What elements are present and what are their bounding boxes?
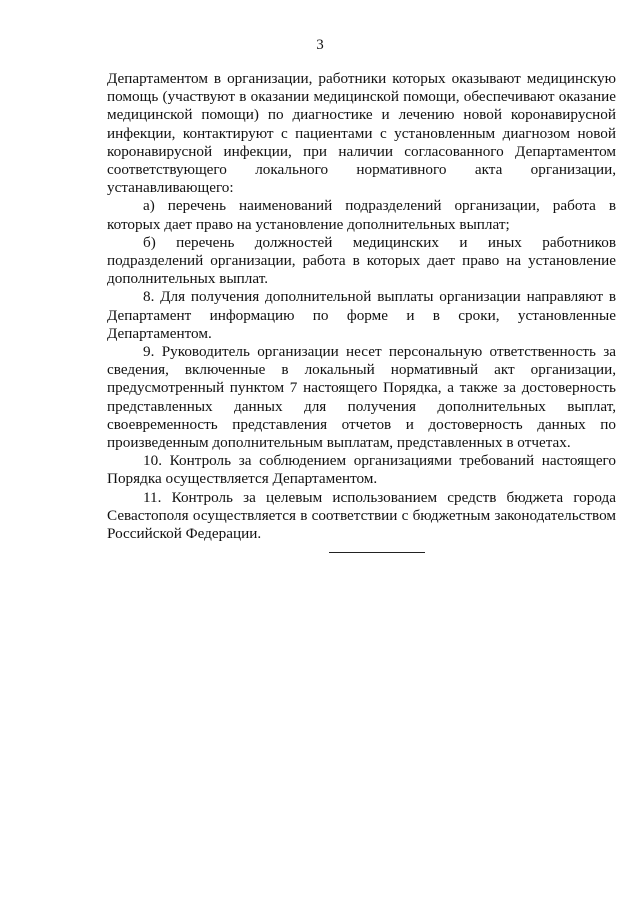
end-of-document-line xyxy=(329,552,425,553)
paragraph-subitem-b: б) перечень должностей медицинских и иных работников подразделений организации, работа в которых дает право на установление дополнительных выплат. xyxy=(107,233,616,288)
paragraph-item-8: 8. Для получения дополнительной выплаты организации направляют в Департамент информацию по форме и в сроки, установленные Департаментом. xyxy=(107,288,616,342)
paragraph-item-10: 10. Контроль за соблюдением организациями требований настоящего Порядка осуществляется Департаментом. xyxy=(107,452,616,488)
paragraph-continuation: Департаментом в организации, работники которых оказывают медицинскую помощь (участвуют в оказании медицинской помощи, обеспечивают оказание медицинской помощи) по диагностике и лечению новой коронавирусной инфекции, контактируют с пациентами с установленным диагнозом новой коронавирусной инфекции, при наличии согласованного Департаментом соответствующего локального нормативного акта организации, устанавливающего: xyxy=(107,70,616,197)
paragraph-subitem-a: а) перечень наименований подразделений организации, работа в которых дает право на установление дополнительных выплат; xyxy=(107,197,616,233)
paragraph-item-11: 11. Контроль за целевым использованием средств бюджета города Севастополя осуществляется в соответствии с бюджетным законодательством Российской Федерации. xyxy=(107,488,616,543)
paragraph-item-9: 9. Руководитель организации несет персональную ответственность за сведения, включенные в локальный нормативный акт организации, предусмотренный пунктом 7 настоящего Порядка, а также за достоверность представленных данных для получения дополнительных выплат, своевременность представления отчетов и достоверность данных по произведенным дополнительным выплатам, представленных в отчетах. xyxy=(107,343,616,452)
document-body xyxy=(107,70,616,543)
page-number: 3 xyxy=(316,37,324,53)
